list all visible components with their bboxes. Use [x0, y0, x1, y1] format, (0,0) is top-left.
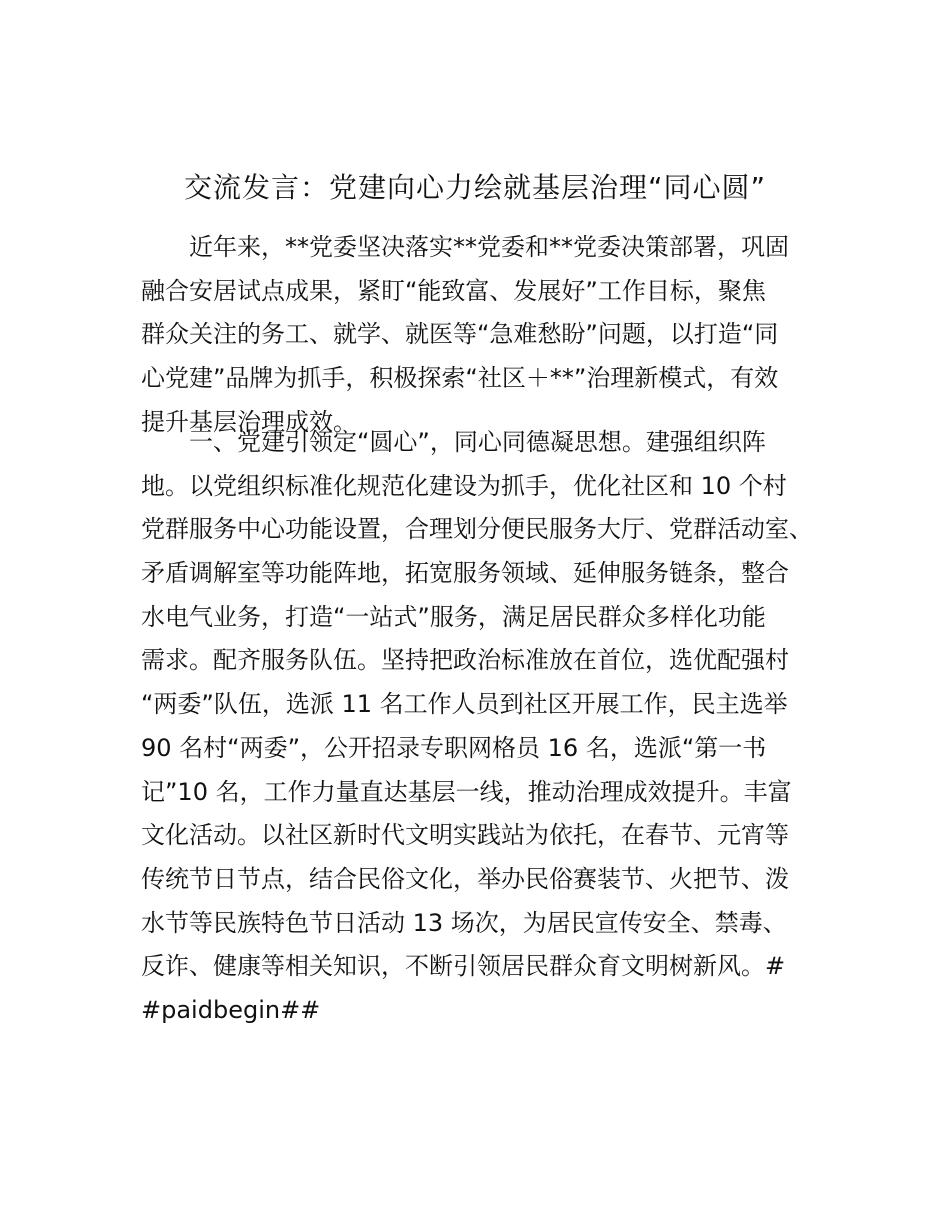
text-line: 水节等民族特色节日活动 13 场次，为居民宣传安全、禁毒、 [141, 908, 787, 937]
paragraph-intro [141, 226, 841, 444]
text-line: 反诈、健康等相关知识，不断引领居民群众育文明树新风。# [141, 952, 786, 981]
paragraph-section-one [141, 421, 841, 1033]
text-line: 提升基层治理成效。 [141, 407, 357, 436]
text-line: 一、党建引领定“圆心”，同心同德凝思想。建强组织阵 [189, 428, 766, 456]
text-line: 融合安居试点成果，紧盯“能致富、发展好”工作目标，聚焦 [141, 276, 766, 305]
text-line: 矛盾调解室等功能阵地，拓宽服务领域、延伸服务链条，整合 [141, 559, 789, 588]
text-line: 90 名村“两委”，公开招录专职网格员 16 名，选派“第一书 [141, 733, 767, 762]
text-line: 文化活动。以社区新时代文明实践站为依托，在春节、元宵等 [141, 821, 789, 850]
text-line: 群众关注的务工、就学、就医等“急难愁盼”问题，以打造“同 [141, 320, 779, 349]
text-line: “两委”队伍，选派 11 名工作人员到社区开展工作，民主选举 [141, 690, 788, 719]
text-line: 传统节日节点，结合民俗文化，举办民俗赛装节、火把节、泼 [141, 864, 789, 893]
text-line: 心党建”品牌为抓手，积极探索“社区＋**”治理新模式，有效 [141, 364, 779, 393]
text-line: 水电气业务，打造“一站式”服务，满足居民群众多样化功能 [141, 602, 766, 631]
text-line: 需求。配齐服务队伍。坚持把政治标准放在首位，选优配强村 [141, 646, 789, 675]
text-line: 地。以党组织标准化规范化建设为抓手，优化社区和 10 个村 [141, 471, 787, 500]
text-line: 记”10 名，工作力量直达基层一线，推动治理成效提升。丰富 [141, 777, 792, 806]
document-title: 交流发言：党建向心力绘就基层治理“同心圆” [183, 171, 766, 204]
text-line: 近年来，**党委坚决落实**党委和**党委决策部署，巩固 [189, 233, 789, 261]
text-line: #paidbegin## [141, 995, 321, 1024]
text-line: 党群服务中心功能设置，合理划分便民服务大厅、党群活动室、 [141, 515, 813, 544]
